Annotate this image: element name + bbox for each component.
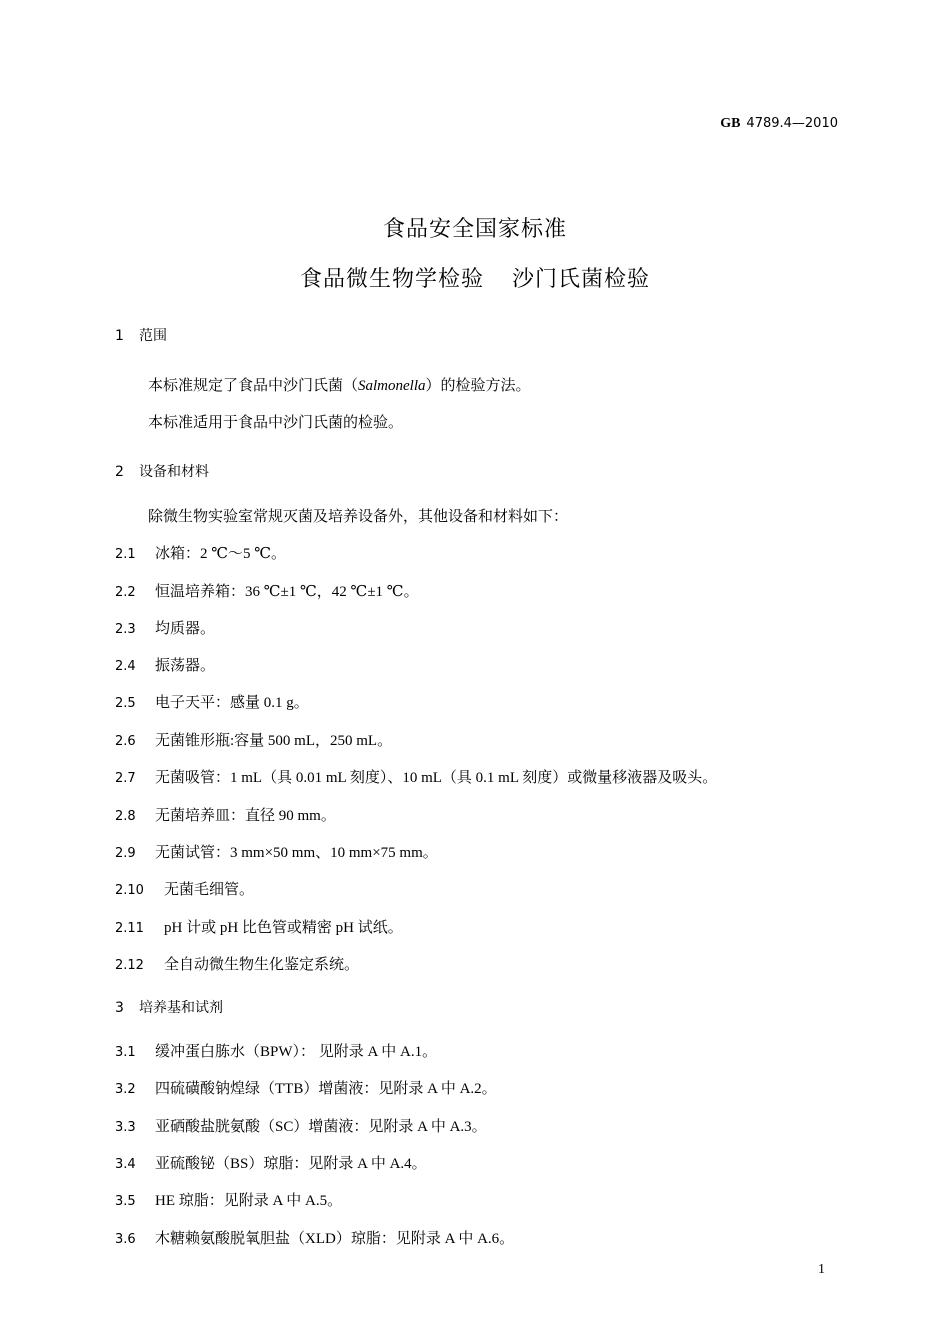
section-number: 3: [115, 1000, 124, 1016]
section-number: 1: [115, 328, 124, 344]
title-line-2-part-b: 沙门氏菌检验: [512, 267, 651, 292]
title-line-2: [0, 262, 950, 293]
equipment-item: 2.4 振荡器。: [115, 658, 216, 674]
scope-paragraph-2: 本标准适用于食品中沙门氏菌的检验。: [148, 415, 404, 431]
equipment-item: 2.9 无菌试管：3 mm×50 mm、10 mm×75 mm。: [115, 845, 438, 861]
title-line-1: 食品安全国家标准: [382, 217, 567, 242]
equipment-item: 2.2 恒温培养箱：36 ℃±1 ℃，42 ℃±1 ℃。: [115, 584, 419, 600]
media-item: 3.4 亚硫酸铋（BS）琼脂：见附录 A 中 A.4。: [115, 1156, 427, 1172]
section-title: 设备和材料: [139, 464, 209, 480]
section-heading-media: [115, 997, 223, 1017]
media-item: 3.3 亚硒酸盐胱氨酸（SC）增菌液：见附录 A 中 A.3。: [115, 1119, 487, 1135]
equipment-item: 2.10 无菌毛细管。: [115, 882, 255, 898]
section-heading-equipment: [115, 461, 209, 481]
media-item: 3.1 缓冲蛋白胨水（BPW）： 见附录 A 中 A.1。: [115, 1044, 438, 1060]
equipment-intro: 除微生物实验室常规灭菌及培养设备外，其他设备和材料如下：: [148, 509, 569, 525]
section-number: 2: [115, 464, 124, 480]
salmonella-italic: Salmonella: [358, 378, 426, 394]
equipment-item: 2.6 无菌锥形瓶:容量 500 mL，250 mL。: [115, 733, 393, 749]
equipment-item: 2.8 无菌培养皿：直径 90 mm。: [115, 808, 336, 824]
media-item: 3.5 HE 琼脂：见附录 A 中 A.5。: [115, 1193, 343, 1209]
section-title: 培养基和试剂: [139, 1000, 223, 1016]
page-number: 1: [818, 1262, 825, 1277]
title-line-2-part-a: 食品微生物学检验: [299, 267, 484, 292]
equipment-item: 2.3 均质器。: [115, 621, 216, 637]
equipment-item: 2.12 全自动微生物生化鉴定系统。: [115, 957, 360, 973]
equipment-item: 2.11 pH 计或 pH 比色管或精密 pH 试纸。: [115, 920, 403, 936]
scope-paragraph-1: 本标准规定了食品中沙门氏菌（Salmonella）的检验方法。: [148, 378, 531, 394]
equipment-item: 2.1 冰箱：2 ℃～5 ℃。: [115, 546, 287, 562]
standard-number: 4789.4—2010: [746, 116, 838, 131]
media-item: 3.2 四硫磺酸钠煌绿（TTB）增菌液：见附录 A 中 A.2。: [115, 1081, 497, 1097]
gb-prefix: GB: [720, 116, 741, 131]
standard-code: [720, 116, 838, 132]
section-heading-scope: [115, 325, 167, 345]
equipment-item: 2.5 电子天平：感量 0.1 g。: [115, 695, 309, 711]
section-title: 范围: [139, 328, 167, 344]
equipment-item: 2.7 无菌吸管：1 mL（具 0.01 mL 刻度）、10 mL（具 0.1 mL 刻度）或微量移液器及吸头。: [115, 770, 718, 786]
media-item: 3.6 木糖赖氨酸脱氧胆盐（XLD）琼脂：见附录 A 中 A.6。: [115, 1231, 515, 1247]
